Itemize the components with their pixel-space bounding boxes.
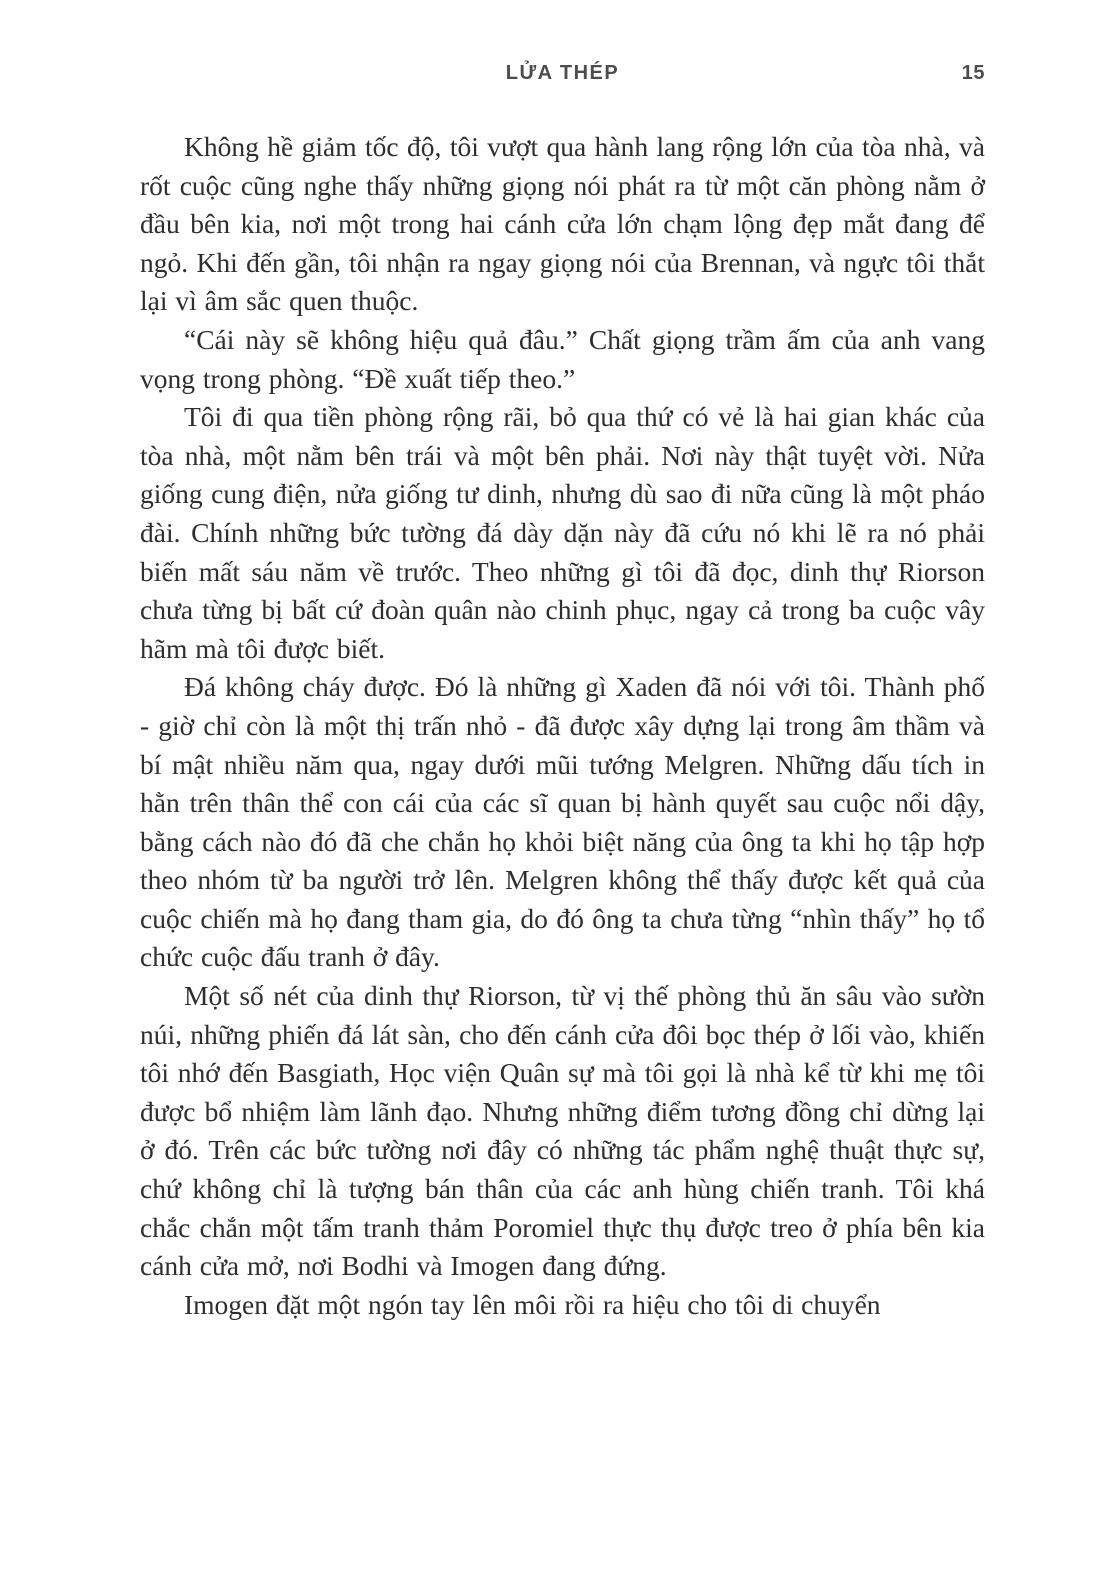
paragraph: Không hề giảm tốc độ, tôi vượt qua hành lang rộng lớn của tòa nhà, và rốt cuộc cũng nghe thấy những giọng nói phát ra từ một căn phòng nằm ở đầu bên kia, nơi một trong hai cánh cửa lớn chạm lộng đẹp mắt đang để ngỏ. Khi đến gần, tôi nhận ra ngay giọng nói của Brennan, và ngực tôi thắt lại vì âm sắc quen thuộc. xyxy=(140,131,985,317)
running-head-title: LỬA THÉP xyxy=(505,62,620,84)
page-number: 15 xyxy=(961,62,985,84)
page-body xyxy=(140,128,985,1324)
paragraph: Tôi đi qua tiền phòng rộng rãi, bỏ qua thứ có vẻ là hai gian khác của tòa nhà, một nằm bên trái và một bên phải. Nơi này thật tuyệt vời. Nửa giống cung điện, nửa giống tư dinh, nhưng dù sao đi nữa cũng là một pháo đài. Chính những bức tường đá dày dặn này đã cứu nó khi lẽ ra nó phải biến mất sáu năm về trước. Theo những gì tôi đã đọc, dinh thự Riorson chưa từng bị bất cứ đoàn quân nào chinh phục, ngay cả trong ba cuộc vây hãm mà tôi được biết. xyxy=(140,401,985,664)
paragraph: Đá không cháy được. Đó là những gì Xaden đã nói với tôi. Thành phố - giờ chỉ còn là một thị trấn nhỏ - đã được xây dựng lại trong âm thầm và bí mật nhiều năm qua, ngay dưới mũi tướng Melgren. Những dấu tích in hằn trên thân thể con cái của các sĩ quan bị hành quyết sau cuộc nổi dậy, bằng cách nào đó đã che chắn họ khỏi biệt năng của ông ta khi họ tập hợp theo nhóm từ ba người trở lên. Melgren không thể thấy được kết quả của cuộc chiến mà họ đang tham gia, do đó ông ta chưa từng “nhìn thấy” họ tổ chức cuộc đấu tranh ở đây. xyxy=(140,671,985,973)
page-header xyxy=(140,62,985,92)
paragraph: “Cái này sẽ không hiệu quả đâu.” Chất giọng trầm ấm của anh vang vọng trong phòng. “Đề xuất tiếp theo.” xyxy=(140,323,985,394)
paragraph: Một số nét của dinh thự Riorson, từ vị thế phòng thủ ăn sâu vào sườn núi, những phiến đá lát sàn, cho đến cánh cửa đôi bọc thép ở lối vào, khiến tôi nhớ đến Basgiath, Học viện Quân sự mà tôi gọi là nhà kể từ khi mẹ tôi được bổ nhiệm làm lãnh đạo. Nhưng những điểm tương đồng chỉ dừng lại ở đó. Trên các bức tường nơi đây có những tác phẩm nghệ thuật thực sự, chứ không chỉ là tượng bán thân của các anh hùng chiến tranh. Tôi khá chắc chắn một tấm tranh thảm Poromiel thực thụ được treo ở phía bên kia cánh cửa mở, nơi Bodhi và Imogen đang đứng. xyxy=(140,980,985,1282)
paragraph: Imogen đặt một ngón tay lên môi rồi ra hiệu cho tôi di chuyển xyxy=(184,1288,881,1320)
